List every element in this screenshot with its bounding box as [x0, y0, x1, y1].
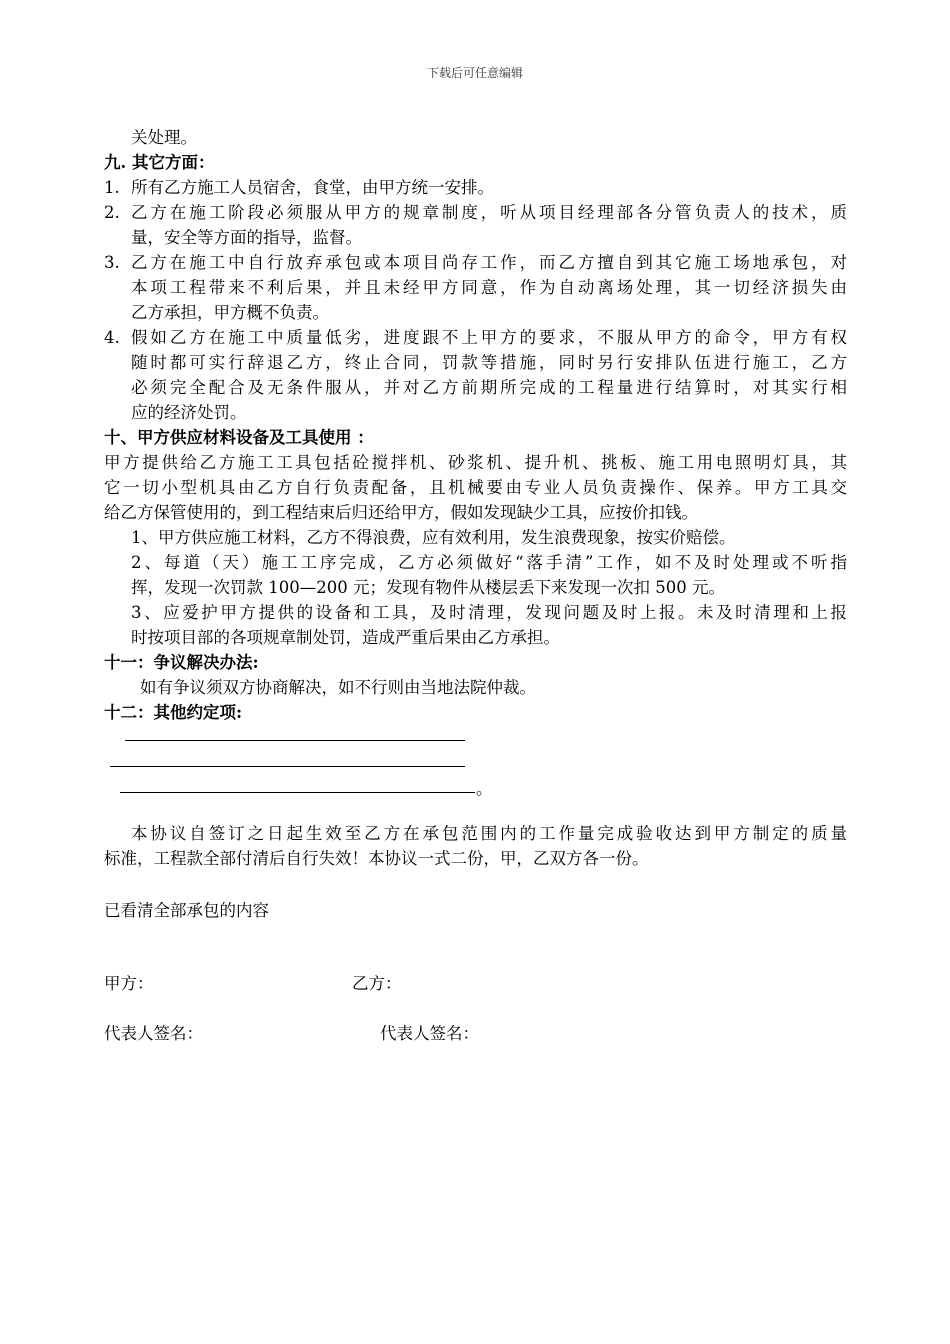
list-item-1: 所有乙方施工人员宿舍，食堂，由甲方统一安排。 [131, 178, 494, 197]
party-b-label: 乙方： [352, 974, 402, 993]
text-line: 关处理。 [131, 128, 197, 147]
list-number: 2. [104, 203, 120, 222]
paragraph-line: 给乙方保管使用的，到工程结束后归还给甲方，假如发现缺少工具，应按价扣钱。 [104, 503, 698, 522]
section-11-heading: 十一：争议解决办法: [104, 653, 259, 672]
blank-end-period: 。 [476, 779, 493, 798]
list-number: 4. [104, 328, 120, 347]
list-item-4-line: 假如乙方在施工中质量低劣，进度跟不上甲方的要求，不服从甲方的命令，甲方有权 [131, 328, 847, 347]
section-12-heading: 十二：其他约定项: [104, 703, 243, 722]
paragraph-line: 时按项目部的各项规章制处罚，造成严重后果由乙方承担。 [131, 628, 560, 647]
list-item-2-line: 量，安全等方面的指导，监督。 [131, 228, 362, 247]
acknowledgement-text: 已看清全部承包的内容 [104, 901, 269, 920]
list-item-3-line: 乙方承担，甲方概不负责。 [131, 303, 329, 322]
party-a-label: 甲方： [104, 974, 154, 993]
blank-line [110, 766, 465, 767]
list-number: 1. [104, 178, 120, 197]
list-item-4-line: 随时都可实行辞退乙方，终止合同，罚款等措施，同时另行安排队伍进行施工，乙方 [131, 353, 847, 372]
blank-line [125, 740, 465, 741]
paragraph-line: 如有争议须双方协商解决，如不行则由当地法院仲裁。 [140, 678, 536, 697]
party-a-representative-signature: 代表人签名： [104, 1024, 203, 1043]
list-item-2-line: 乙方在施工阶段必须服从甲方的规章制度，听从项目经理部各分管负责人的技术，质 [131, 203, 847, 222]
list-number: 3. [104, 253, 120, 272]
paragraph-line: 它一切小型机具由乙方自行负责配备，且机械要由专业人员负责操作、保养。甲方工具交 [104, 478, 847, 497]
blank-line [120, 792, 475, 793]
list-item-3-line: 乙方在施工中自行放弃承包或本项目尚存工作，而乙方擅自到其它施工场地承包，对 [131, 253, 847, 272]
closing-paragraph-line: 本协议自签订之日起生效至乙方在承包范围内的工作量完成验收达到甲方制定的质量 [131, 824, 847, 843]
paragraph-line: 3、应爱护甲方提供的设备和工具，及时清理，发现问题及时上报。未及时清理和上报 [131, 603, 847, 622]
list-item-4-line: 必须完全配合及无条件服从，并对乙方前期所完成的工程量进行结算时，对其实行相 [131, 378, 847, 397]
list-item-3-line: 本项工程带来不利后果，并且未经甲方同意，作为自动离场处理，其一切经济损失由 [131, 278, 847, 297]
section-9-heading: 九. 其它方面： [104, 153, 215, 172]
closing-paragraph-line: 标准，工程款全部付清后自行失效！本协议一式二份，甲，乙双方各一份。 [104, 849, 649, 868]
paragraph-line: 甲方提供给乙方施工工具包括砼搅拌机、砂浆机、提升机、挑板、施工用电照明灯具，其 [104, 453, 847, 472]
paragraph-line: 挥，发现一次罚款 100—200 元；发现有物件从楼层丢下来发现一次扣 500 元。 [131, 578, 725, 597]
paragraph-line: 2、每道（天）施工工序完成，乙方必须做好“落手清”工作，如不及时处理或不听指 [131, 553, 847, 572]
party-b-representative-signature: 代表人签名： [380, 1024, 479, 1043]
section-10-heading: 十、甲方供应材料设备及工具使用 ： [104, 428, 374, 447]
paragraph-line: 1、甲方供应施工材料，乙方不得浪费，应有效利用，发生浪费现象，按实价赔偿。 [131, 528, 736, 547]
list-item-4-line: 应的经济处罚。 [131, 403, 247, 422]
page-header: 下载后可任意编辑 [426, 66, 523, 80]
